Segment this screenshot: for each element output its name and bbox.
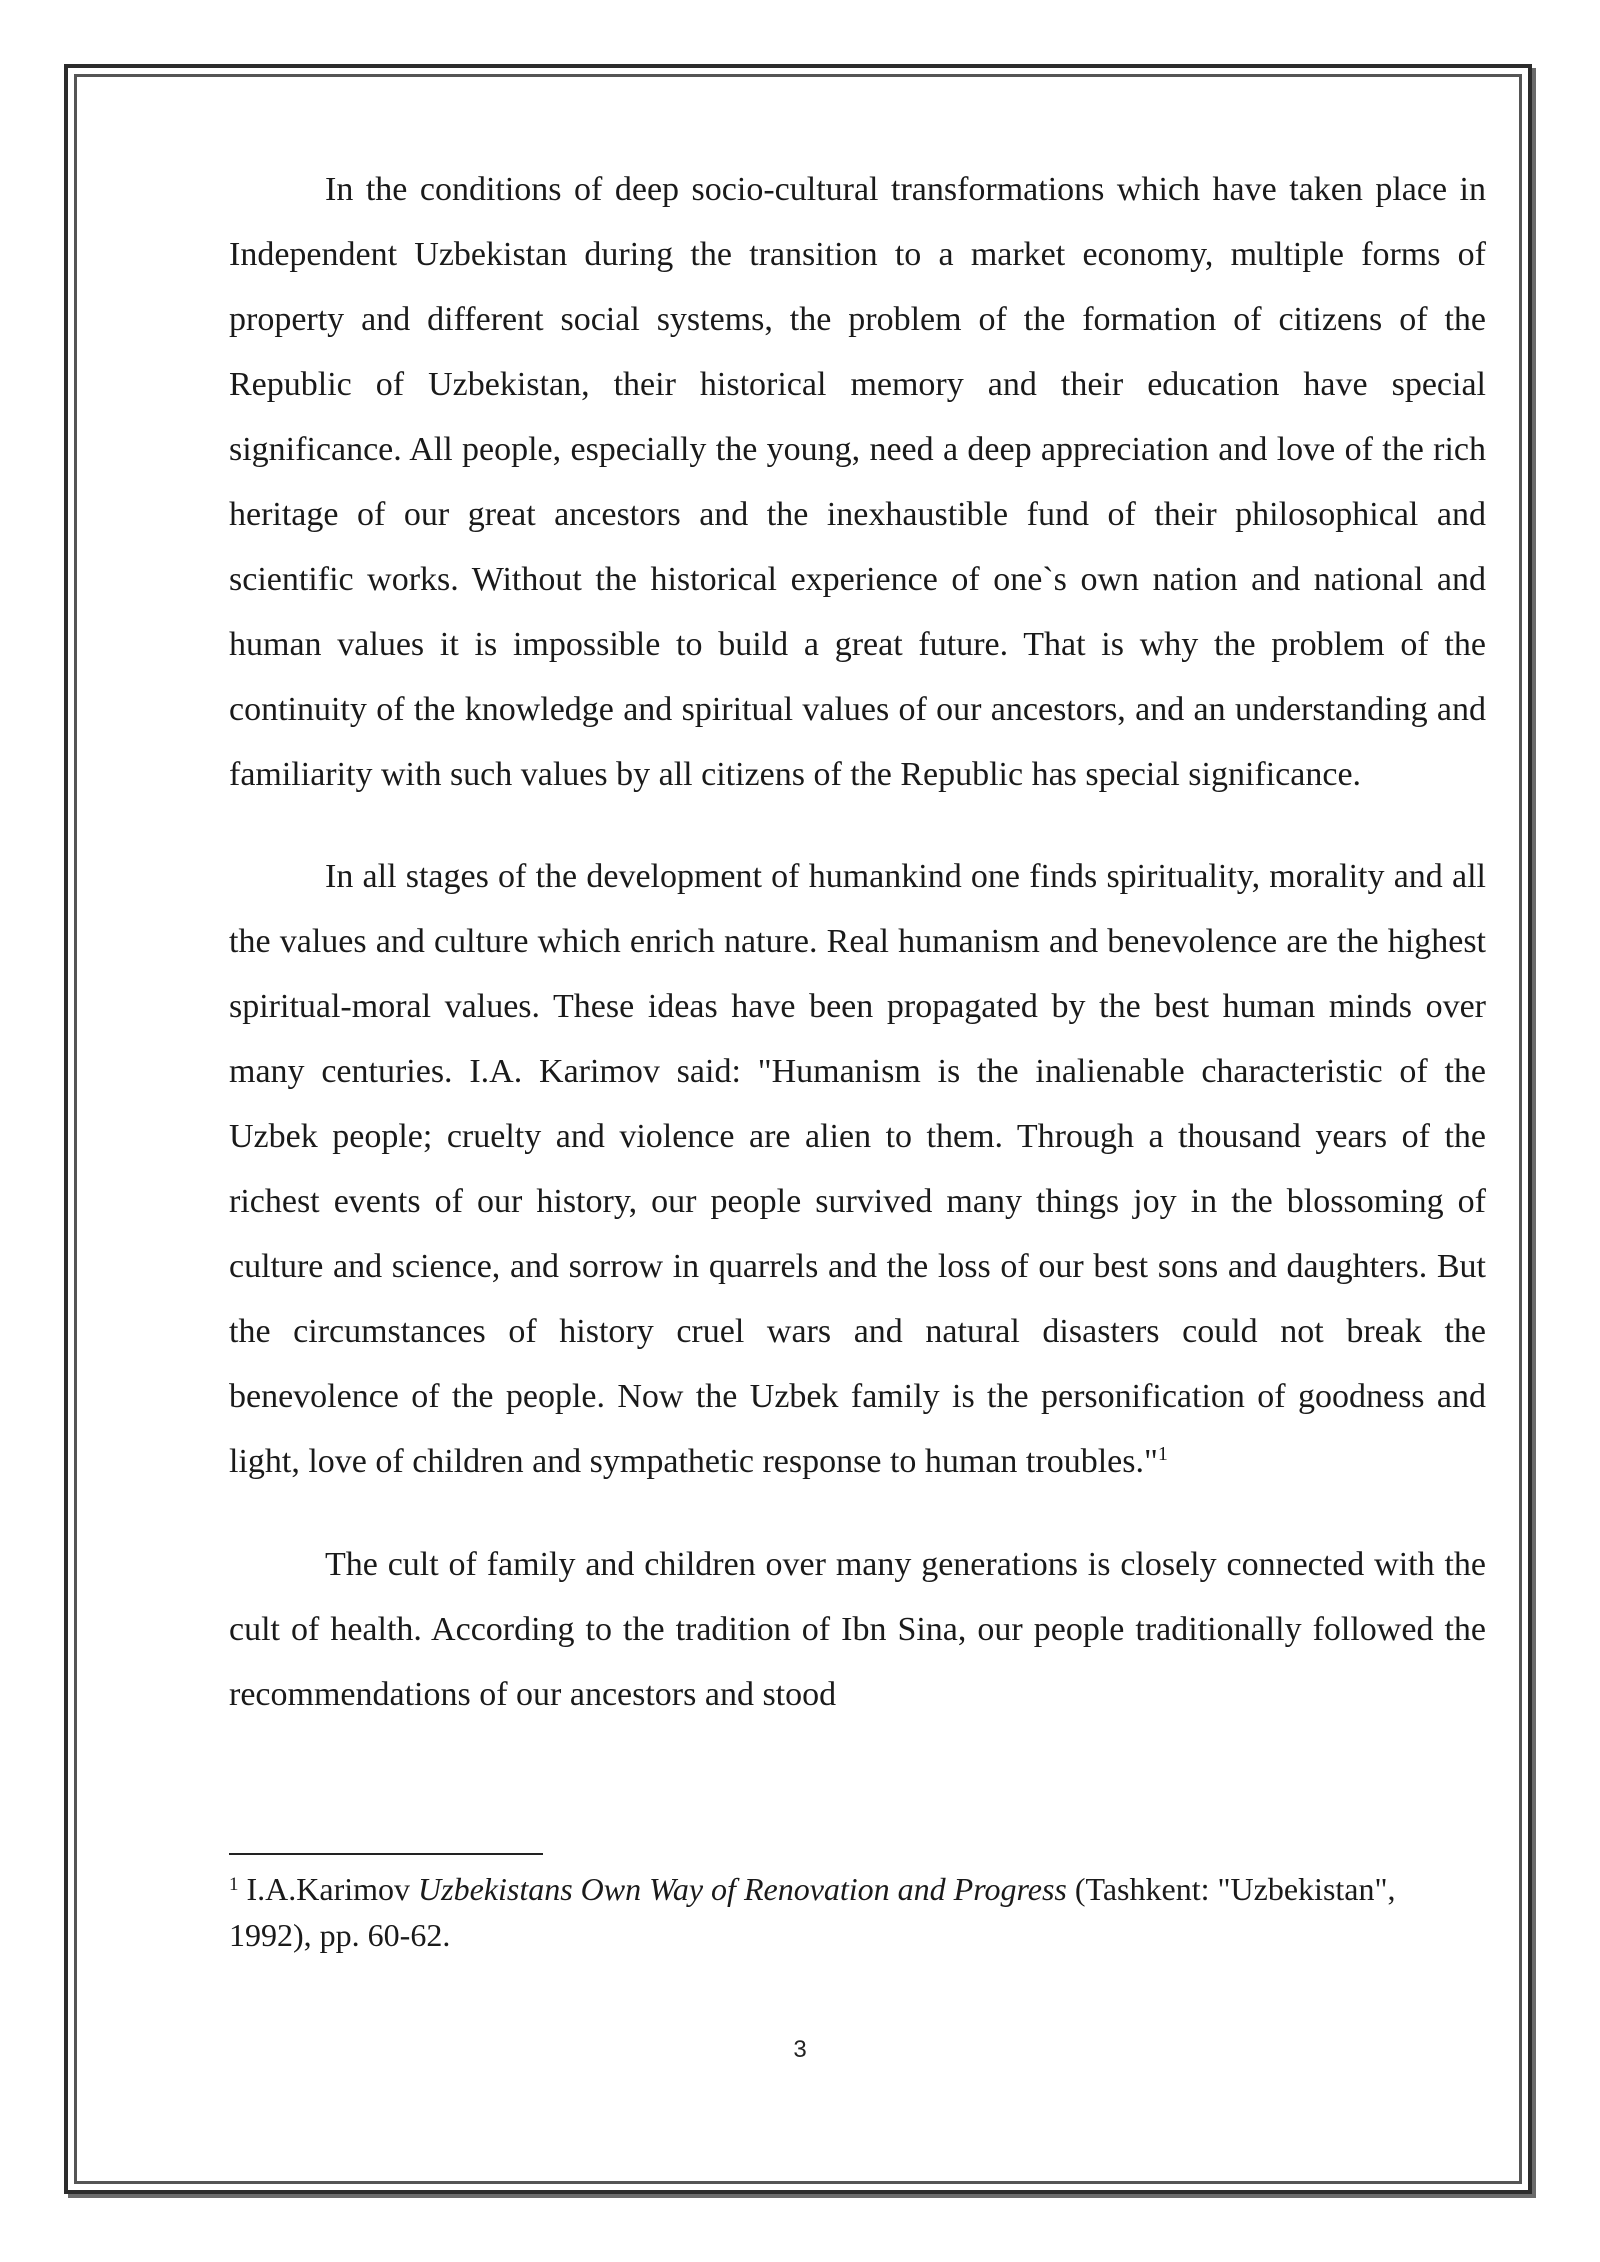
paragraph-1 [229,157,1486,807]
footnote-separator [229,1853,543,1855]
footnote-number: 1 [229,1874,239,1895]
paragraph-2-text: In all stages of the development of humankind one finds spirituality, morality and all the values and culture which enrich nature. Real humanism and benevolence are the highest spiritual-moral values. These ideas have been propagated by the best human minds over many centuries. I.A. Karimov said: "Humanism is the inalienable characteristic of the Uzbek people; cruelty and violence are alien to them. Through a thousand years of the richest events of our history, our people survived many things joy in the blossoming of culture and science, and sorrow in quarrels and the loss of our best sons and daughters. But the circumstances of history cruel wars and natural disasters could not break the benevolence of the people. Now the Uzbek family is the personification of goodness and light, love of children and sympathetic response to human troubles." [229,858,1486,1480]
body-text [229,157,1486,1727]
footnote-title: Uzbekistans Own Way of Renovation and Progress [418,1871,1067,1907]
paragraph-3 [229,1532,1486,1727]
footnote-reference[interactable]: 1 [1157,1443,1168,1465]
footnote [229,1866,1486,1958]
paragraph-2 [229,844,1486,1494]
page-number: 3 [793,2036,807,2063]
footnote-details: (Tashkent: "Uzbekistan", 1992), pp. 60-62. [229,1871,1396,1953]
paragraph-3-text: The cult of family and children over many generations is closely connected with the cult of health. According to the tradition of Ibn Sina, our people traditionally followed the recommendations of our ancestors and stood [229,1546,1486,1713]
paragraph-1-text: In the conditions of deep socio-cultural transformations which have taken place in Independent Uzbekistan during the transition to a market economy, multiple forms of property and different social systems, the problem of the formation of citizens of the Republic of Uzbekistan, their historical memory and their education have special significance. All people, especially the young, need a deep appreciation and love of the rich heritage of our great ancestors and the inexhaustible fund of their philosophical and scientific works. Without the historical experience of one`s own nation and national and human values it is impossible to build a great future. That is why the problem of the continuity of the knowledge and spiritual values of our ancestors, and an understanding and familiarity with such values by all citizens of the Republic has special significance. [229,171,1486,793]
footnote-author: I.A.Karimov [238,1871,419,1907]
